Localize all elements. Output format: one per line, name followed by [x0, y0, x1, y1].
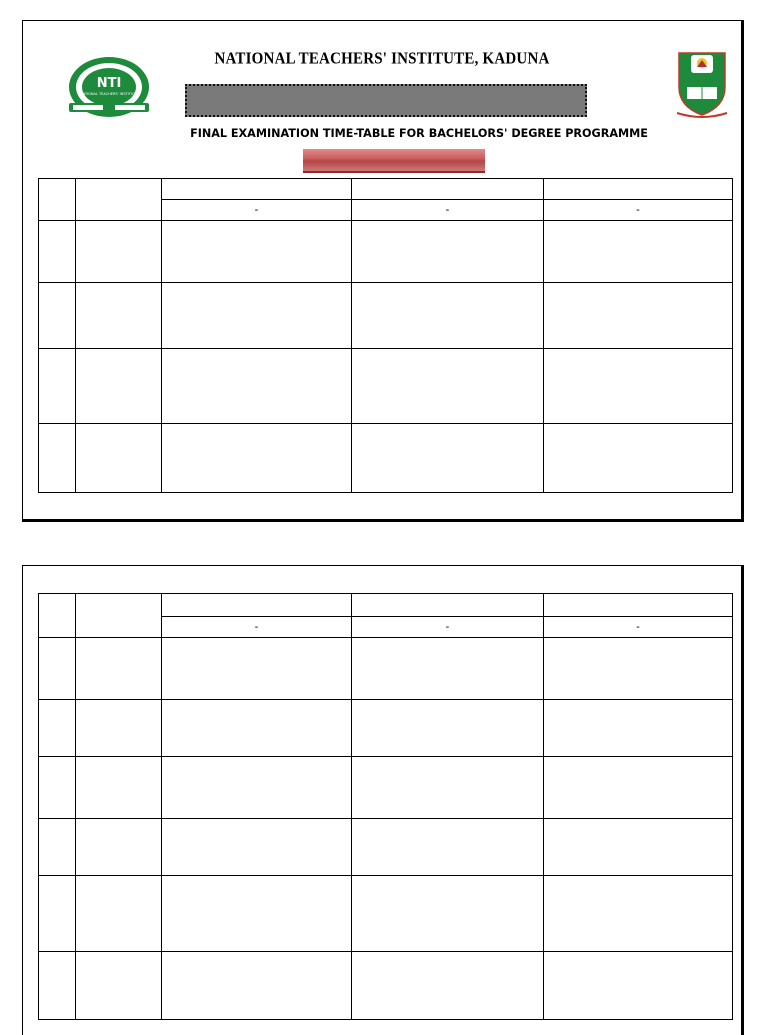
redacted-banner — [185, 84, 587, 117]
day-header-cell — [39, 594, 76, 638]
table-row — [39, 283, 733, 349]
table-row — [39, 952, 733, 1020]
day-header-cell — [39, 179, 76, 221]
session-header-cell — [162, 179, 352, 200]
exam-timetable-2 — [38, 593, 733, 1020]
table-row — [39, 876, 733, 952]
table-row — [39, 757, 733, 819]
table-row — [39, 424, 733, 493]
time-slot: - — [352, 200, 544, 221]
table-row — [39, 221, 733, 283]
table-row — [39, 819, 733, 876]
session-header-cell — [544, 179, 733, 200]
time-slot: - — [352, 617, 544, 638]
table-row — [39, 638, 733, 700]
svg-text:NATIONAL TEACHERS' INSTITUTE: NATIONAL TEACHERS' INSTITUTE — [80, 92, 138, 96]
page-title: NATIONAL TEACHERS' INSTITUTE, KADUNA — [214, 50, 550, 68]
session-header-cell — [162, 594, 352, 617]
timetable-sheet-1 — [22, 20, 744, 522]
timetable-sheet-2 — [22, 565, 744, 1035]
exam-timetable-1 — [38, 178, 733, 493]
date-header-cell — [76, 594, 162, 638]
page-subtitle: FINAL EXAMINATION TIME-TABLE FOR BACHELORS' DEGREE PROGRAMME — [190, 127, 648, 140]
table-row — [39, 700, 733, 757]
time-slot: - — [544, 200, 733, 221]
table-row — [39, 349, 733, 424]
time-slot: - — [544, 617, 733, 638]
time-slot: - — [162, 617, 352, 638]
nigeria-crest-logo — [673, 51, 731, 119]
nti-logo-text: NTI — [96, 76, 122, 91]
redacted-session-banner — [303, 149, 485, 173]
time-slot: - — [162, 200, 352, 221]
session-header-cell — [352, 594, 544, 617]
session-header-cell — [352, 179, 544, 200]
session-header-cell — [544, 594, 733, 617]
date-header-cell — [76, 179, 162, 221]
